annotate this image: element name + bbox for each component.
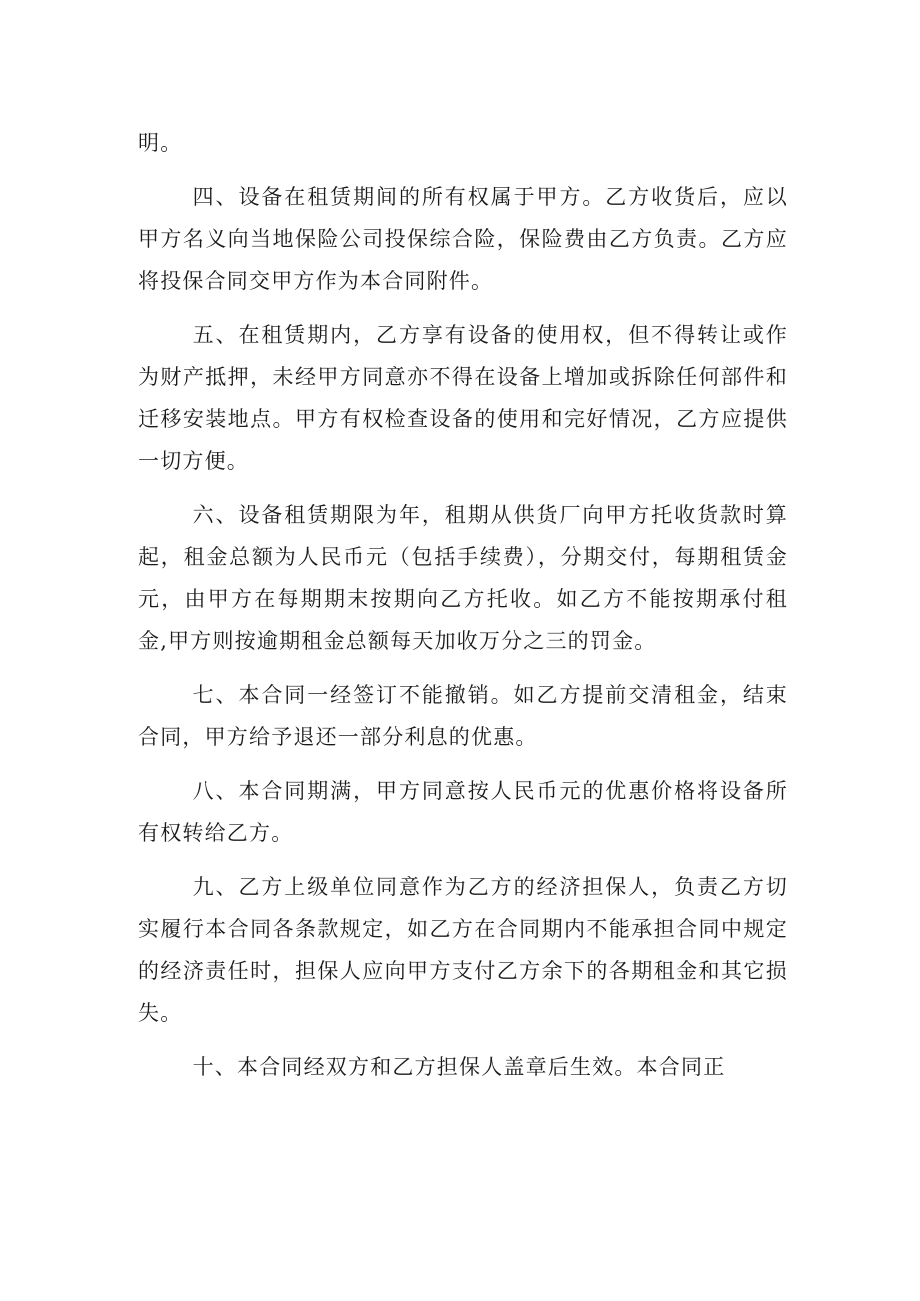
- paragraph-continued: 明。: [138, 131, 183, 155]
- contract-body: [138, 122, 788, 1088]
- clause-9: 九、乙方上级单位同意作为乙方的经济担保人，负责乙方切实履行本合同各条款规定，如乙方在合同期内不能承担合同中规定的经济责任时，担保人应向甲方支付乙方余下的各期租金和其它损失。: [138, 875, 788, 1025]
- clause-8: 八、本合同期满，甲方同意按人民币元的优惠价格将设备所有权转给乙方。: [138, 779, 788, 845]
- clause-6: 六、设备租赁期限为年，租期从供货厂向甲方托收货款时算起，租金总额为人民币元（包括手续费），分期交付，每期租赁金元，由甲方在每期期末按期向乙方托收。如乙方不能按期承付租金,甲方则按逾期租金总额每天加收万分之三的罚金。: [138, 503, 788, 653]
- clause-7: 七、本合同一经签订不能撤销。如乙方提前交清租金，结束合同，甲方给予退还一部分利息的优惠。: [138, 683, 788, 749]
- clause-4: 四、设备在租赁期间的所有权属于甲方。乙方收货后，应以甲方名义向当地保险公司投保综合险，保险费由乙方负责。乙方应将投保合同交甲方作为本合同附件。: [138, 185, 788, 293]
- clause-10: 十、本合同经双方和乙方担保人盖章后生效。本合同正: [192, 1055, 726, 1079]
- clause-5: 五、在租赁期内，乙方享有设备的使用权，但不得转让或作为财产抵押，未经甲方同意亦不得在设备上增加或拆除任何部件和迁移安装地点。甲方有权检查设备的使用和完好情况，乙方应提供一切方便。: [138, 323, 788, 473]
